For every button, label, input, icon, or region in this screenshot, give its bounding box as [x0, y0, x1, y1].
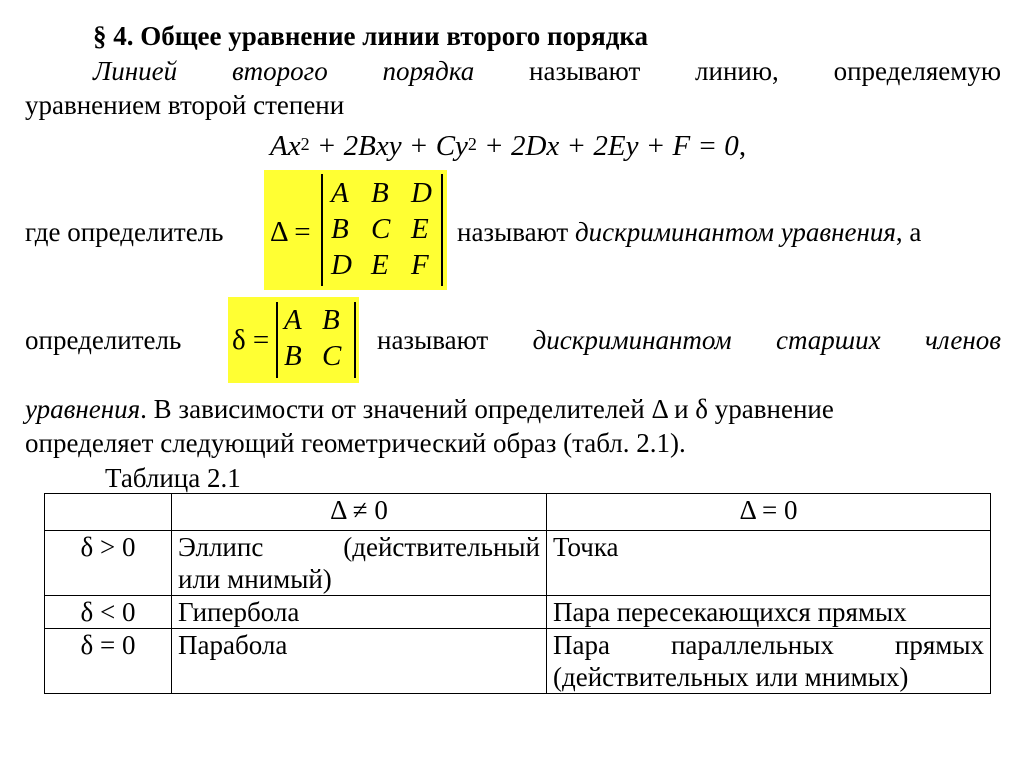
det-cell: D [411, 177, 432, 209]
result-cell: Точка [547, 531, 991, 596]
det-cell: F [411, 249, 429, 281]
cell-word: Пара [553, 630, 610, 660]
det-cell: A [331, 177, 349, 209]
table-caption: Таблица 2.1 [105, 463, 241, 493]
det-cell: C [322, 340, 342, 372]
big-determinant [321, 174, 443, 286]
cell-word: параллельных [670, 630, 834, 660]
eq-exponent: 2 [467, 134, 477, 154]
suffix-italic: дискриминантом уравнения [574, 217, 896, 247]
condition-cell: δ > 0 [45, 531, 172, 596]
big-det-symbol: Δ = [270, 216, 311, 248]
eq-part: + 2Bxy + Cy [309, 130, 468, 162]
big-det-prefix: где определитель [25, 217, 224, 247]
result-cell: Пара пересекающихся прямых [547, 596, 991, 629]
intro-word: линию, [695, 56, 779, 86]
table-row [45, 531, 991, 596]
eq-part: Ax [270, 130, 301, 162]
det-cell: E [371, 249, 389, 281]
small-det-symbol: δ = [232, 324, 270, 356]
cell-word: Эллипс [178, 532, 264, 562]
table-header-row [45, 494, 991, 531]
classification-table [44, 493, 991, 694]
det-cell: A [284, 304, 302, 336]
para2-text: . В зависимости от значений определителей Δ и δ уравнение [140, 394, 834, 424]
cell-word: (действительный [343, 532, 540, 562]
result-cell: Парабола [172, 629, 547, 694]
small-det-suffix [377, 324, 1001, 356]
intro-line-1 [93, 55, 1001, 87]
para2-line-1 [25, 393, 834, 425]
det-cell: D [331, 249, 352, 281]
suffix-text: называют [457, 217, 569, 247]
para2-line-2: определяет следующий геометрический образ (табл. 2.1). [25, 428, 686, 458]
suffix-end: , а [895, 217, 922, 247]
eq-part: + 2Dx + 2Ey + F = 0 [476, 130, 739, 162]
intro-line-2: уравнением второй степени [25, 90, 345, 120]
det-cell: B [284, 340, 302, 372]
intro-word: определяемую [833, 56, 1001, 86]
cell-line: или мнимый) [178, 564, 332, 594]
condition-cell: δ = 0 [45, 629, 172, 694]
big-det-suffix [457, 216, 921, 248]
header-cell: Δ ≠ 0 [172, 494, 547, 531]
intro-word: порядка [382, 56, 475, 86]
eq-part: , [738, 130, 747, 162]
eq-exponent: 2 [300, 134, 310, 154]
intro-word: называют [529, 56, 641, 86]
header-cell [45, 494, 172, 531]
det-cell: C [371, 213, 391, 245]
result-cell: Гипербола [172, 596, 547, 629]
general-equation [270, 126, 746, 166]
det-cell: B [371, 177, 389, 209]
section-heading: § 4. Общее уравнение линии второго порядка [93, 21, 649, 51]
result-cell [172, 531, 547, 596]
suffix-word: старших [775, 325, 881, 355]
det-cell: B [322, 304, 340, 336]
header-cell: Δ = 0 [547, 494, 991, 531]
intro-word: Линией [93, 56, 178, 86]
condition-cell: δ < 0 [45, 596, 172, 629]
suffix-word: называют [377, 325, 489, 355]
result-cell [547, 629, 991, 694]
det-cell: B [331, 213, 349, 245]
para2-italic: уравнения [25, 394, 141, 424]
intro-word: второго [231, 56, 328, 86]
suffix-word: членов [925, 325, 1001, 355]
det-cell: E [411, 213, 429, 245]
small-determinant [276, 302, 356, 378]
table-row [45, 629, 991, 694]
table-row [45, 596, 991, 629]
cell-word: прямых [894, 630, 984, 660]
cell-line: (действительных или мнимых) [553, 662, 909, 692]
suffix-word: дискриминантом [532, 325, 732, 355]
small-det-prefix: определитель [25, 325, 182, 355]
